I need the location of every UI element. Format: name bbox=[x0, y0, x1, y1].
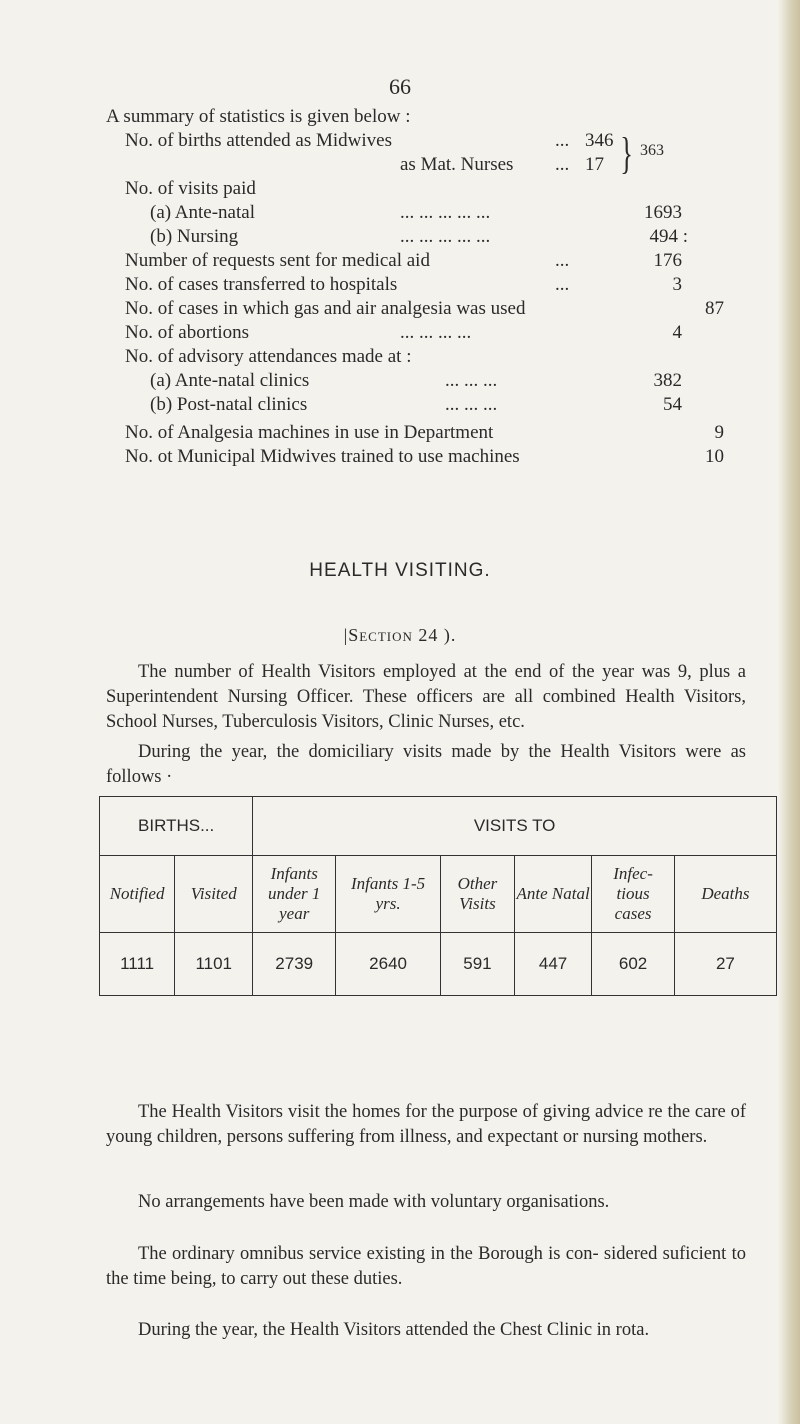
paragraph-domiciliary bbox=[106, 740, 746, 790]
paragraph-omnibus-text: The ordinary omnibus service existing in the Borough is con- sidered suficient to the time being, to carry out these duties. bbox=[106, 1244, 746, 1289]
postnatal-clinics-value: 54 bbox=[663, 394, 682, 415]
paragraph-domiciliary-text: During the year, the domiciliary visits made by the Health Visitors were as follows · bbox=[106, 742, 746, 787]
transferred-dots: ... bbox=[555, 274, 570, 295]
table-cell: 27 bbox=[674, 933, 776, 996]
postnatal-clinics-label: (b) Post-natal clinics bbox=[150, 394, 308, 415]
antenatal-clinics-label: (a) Ante-natal clinics bbox=[150, 370, 310, 391]
births-midwives-dots: ... bbox=[555, 130, 570, 151]
visits-group-header: VISITS TO bbox=[253, 797, 777, 856]
births-total: 363 bbox=[640, 142, 664, 159]
column-header: Infec- tious cases bbox=[592, 856, 675, 933]
summary-intro: A summary of statistics is given below : bbox=[106, 106, 411, 127]
antenatal-value: 1693 bbox=[644, 202, 682, 223]
paragraph-visitors-text: The number of Health Visitors employed at the end of the year was 9, plus a Superintendent Nursing Officer. These officers are all combined Health Visitors, School Nurses, Tuberculosis Visitors, Clinic Nurses, etc. bbox=[106, 662, 746, 732]
trained-value: 10 bbox=[705, 446, 724, 467]
gas-air-label: No. of cases in which gas and air analgesia was used bbox=[125, 298, 526, 319]
transferred-value: 3 bbox=[672, 274, 682, 295]
paragraph-visitors bbox=[106, 660, 746, 735]
paragraph-purpose bbox=[106, 1100, 746, 1150]
abortions-label: No. of abortions bbox=[125, 322, 250, 343]
column-header: Visited bbox=[175, 856, 253, 933]
page-edge bbox=[778, 0, 800, 1424]
antenatal-clinics-dots: ... ... ... bbox=[445, 370, 498, 391]
page-number: 66 bbox=[389, 74, 411, 99]
column-header: Notified bbox=[100, 856, 175, 933]
nursing-label: (b) Nursing bbox=[150, 226, 239, 247]
trained-label: No. ot Municipal Midwives trained to use machines bbox=[125, 446, 520, 467]
table-cell: 1111 bbox=[100, 933, 175, 996]
medical-aid-dots: ... bbox=[555, 250, 570, 271]
column-header: Infants 1-5 yrs. bbox=[336, 856, 441, 933]
nursing-dots: ... ... ... ... ... bbox=[400, 226, 491, 247]
advisory-label: No. of advisory attendances made at : bbox=[125, 346, 412, 367]
column-header: Deaths bbox=[674, 856, 776, 933]
abortions-value: 4 bbox=[672, 322, 682, 343]
births-nurses-value: 17 bbox=[585, 154, 604, 175]
column-header: Other Visits bbox=[441, 856, 515, 933]
gas-air-value: 87 bbox=[705, 298, 724, 319]
table-cell: 447 bbox=[514, 933, 591, 996]
table-cell: 602 bbox=[592, 933, 675, 996]
paragraph-chest-clinic-text: During the year, the Health Visitors attended the Chest Clinic in rota. bbox=[138, 1320, 650, 1340]
medical-aid-label: Number of requests sent for medical aid bbox=[125, 250, 430, 271]
transferred-label: No. of cases transferred to hospitals bbox=[125, 274, 398, 295]
births-midwives-value: 346 bbox=[585, 130, 614, 151]
births-nurses-dots: ... bbox=[555, 154, 570, 175]
column-header: Ante Natal bbox=[514, 856, 591, 933]
paragraph-chest-clinic bbox=[106, 1318, 746, 1343]
paragraph-purpose-text: The Health Visitors visit the homes for the purpose of giving advice re the care of young children, persons suffering from illness, and expectant or nursing mothers. bbox=[106, 1102, 746, 1147]
table-cell: 2739 bbox=[253, 933, 336, 996]
table-row bbox=[100, 933, 777, 996]
section-heading: HEALTH VISITING. bbox=[309, 560, 491, 581]
births-midwives-label: No. of births attended as Midwives bbox=[125, 130, 393, 151]
medical-aid-value: 176 bbox=[653, 250, 682, 271]
visits-table bbox=[99, 796, 777, 996]
visits-label: No. of visits paid bbox=[125, 178, 256, 199]
section-reference: |Section 24 ). bbox=[343, 625, 457, 645]
table-cell: 591 bbox=[441, 933, 515, 996]
machines-label: No. of Analgesia machines in use in Department bbox=[125, 422, 494, 443]
antenatal-label: (a) Ante-natal bbox=[150, 202, 255, 223]
table-cell: 2640 bbox=[336, 933, 441, 996]
births-nurses-label: as Mat. Nurses bbox=[400, 154, 514, 175]
antenatal-dots: ... ... ... ... ... bbox=[400, 202, 491, 223]
table-header-row bbox=[100, 797, 777, 856]
paragraph-arrangements-text: No arrangements have been made with voluntary organisations. bbox=[138, 1192, 610, 1212]
table-column-row bbox=[100, 856, 777, 933]
antenatal-clinics-value: 382 bbox=[653, 370, 682, 391]
table-cell: 1101 bbox=[175, 933, 253, 996]
births-group-header: BIRTHS... bbox=[100, 797, 253, 856]
abortions-dots: ... ... ... ... bbox=[400, 322, 472, 343]
postnatal-clinics-dots: ... ... ... bbox=[445, 394, 498, 415]
paragraph-arrangements bbox=[106, 1190, 746, 1215]
paragraph-omnibus bbox=[106, 1242, 746, 1292]
column-header: Infants under 1 year bbox=[253, 856, 336, 933]
nursing-value: 494 : bbox=[649, 226, 688, 247]
births-brace: } bbox=[620, 129, 633, 178]
machines-value: 9 bbox=[714, 422, 724, 443]
